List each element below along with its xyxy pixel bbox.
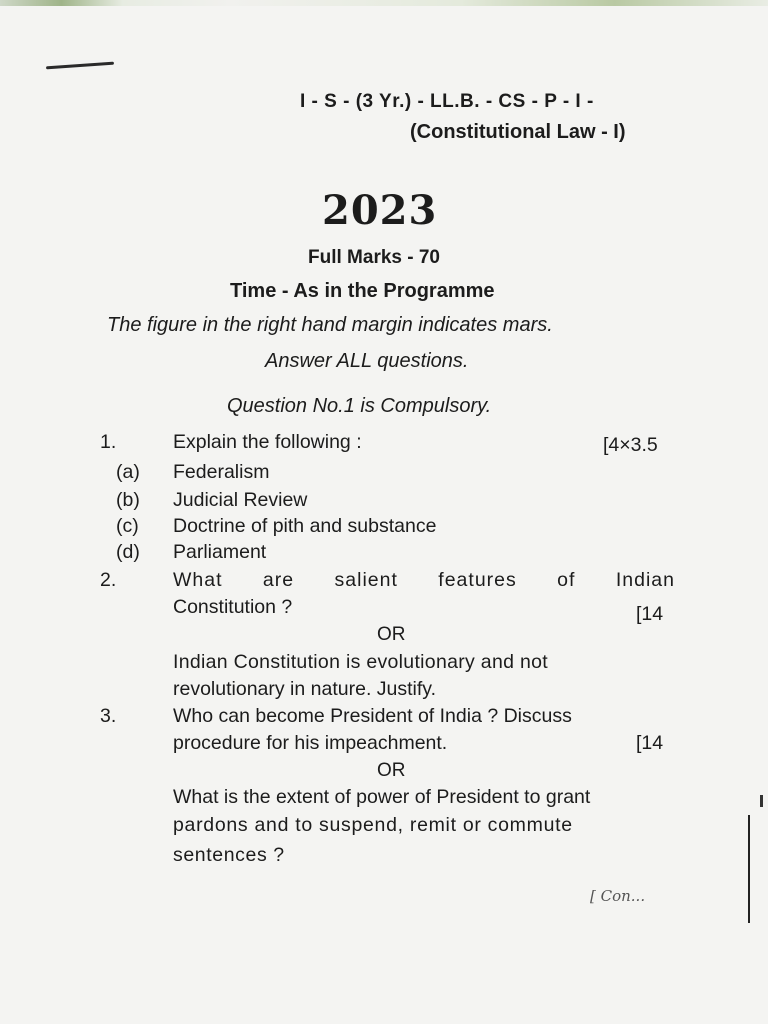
instruction-compulsory: Question No.1 is Compulsory. [227,395,492,417]
question-text-line: sentences ? [173,844,285,866]
question-marks: [4×3.5 [603,434,658,456]
question-text-line: Who can become President of India ? Discuss [173,705,572,727]
word: salient [334,569,398,591]
course-code: I - S - (3 Yr.) - LL.B. - CS - P - I - [300,91,594,112]
word: of [557,569,576,591]
question-text-line [173,569,675,592]
question-text-line: pardons and to suspend, remit or commute [173,814,573,836]
word: are [262,569,295,591]
instruction-margin-note: The figure in the right hand margin indicates mars. [107,314,553,336]
question-text-line: Indian Constitution is evolutionary and not [173,651,548,673]
word: Indian [615,569,675,591]
part-text: Federalism [173,461,270,483]
part-text: Doctrine of pith and substance [173,515,437,537]
or-separator: OR [377,624,406,645]
question-text: Explain the following : [173,431,362,453]
word: What [173,569,223,591]
exam-year: 2023 [322,187,438,234]
question-text-line: revolutionary in nature. Justify. [173,678,437,700]
page-edge-line [748,815,750,923]
full-marks: Full Marks - 70 [308,247,440,268]
instruction-answer-all: Answer ALL questions. [265,350,469,372]
time-allowed: Time - As in the Programme [230,280,495,302]
question-number: 3. [100,705,117,727]
continued-note: [ Con... [590,887,646,905]
question-text-line: Constitution ? [173,596,293,618]
question-text-line: procedure for his impeachment. [173,732,448,754]
question-marks: [14 [636,732,664,754]
part-label: (b) [116,489,140,511]
part-label: (d) [116,541,140,563]
question-text-line: What is the extent of power of President to grant [173,786,591,808]
pen-mark [46,62,114,70]
word: features [438,569,517,591]
question-marks: [14 [636,603,664,625]
part-text: Judicial Review [173,489,308,511]
or-separator: OR [377,760,406,781]
part-label: (c) [116,515,139,537]
subject-title: (Constitutional Law - I) [410,121,626,143]
part-text: Parliament [173,541,267,563]
question-number: 2. [100,569,117,591]
question-number: 1. [100,431,117,453]
photo-edge-strip [0,0,768,6]
page-edge-mark [760,795,763,807]
part-label: (a) [116,461,140,483]
